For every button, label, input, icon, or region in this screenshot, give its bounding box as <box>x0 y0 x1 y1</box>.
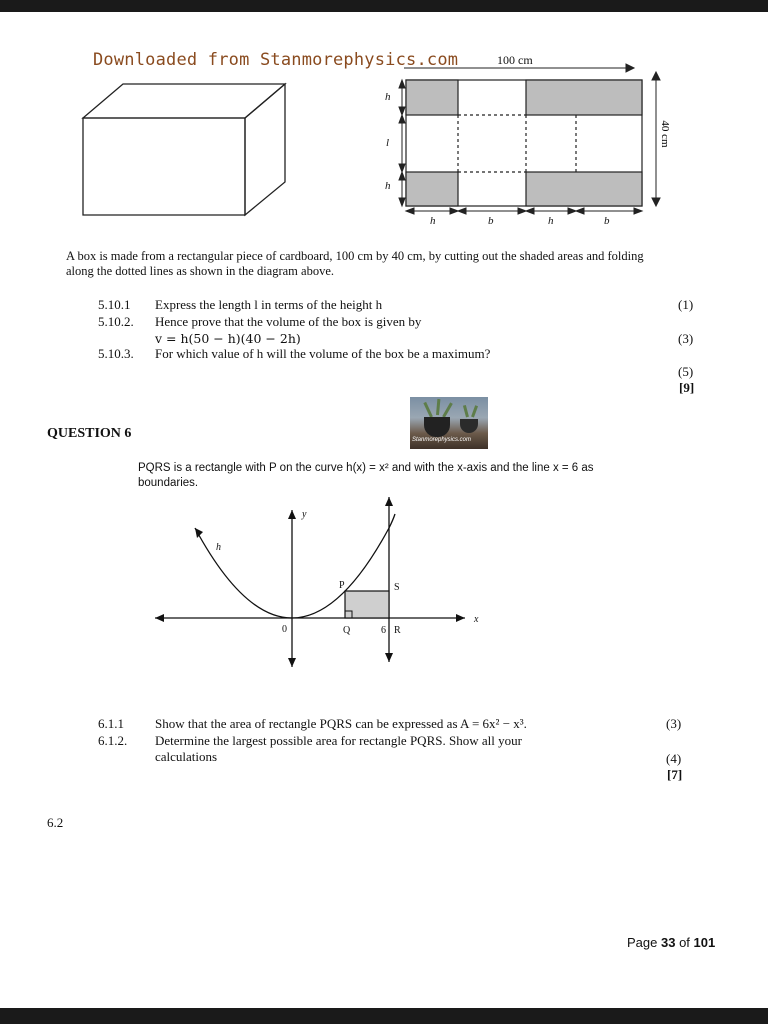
y-axis-label: y <box>302 509 307 520</box>
question6-intro: PQRS is a rectangle with P on the curve h(x) = x² and with the x-axis and the line x = 6 as boundaries. <box>138 462 594 489</box>
watermark: Downloaded from Stanmorephysics.com <box>93 50 459 70</box>
question-title: QUESTION 6 <box>47 426 132 441</box>
total-marks: [7] <box>667 767 683 782</box>
side-label-l: l <box>386 137 390 149</box>
point-s-label: S <box>394 582 400 593</box>
height-label: 40 cm <box>659 120 671 148</box>
bottom-border <box>0 1008 768 1024</box>
bottom-label-h1: h <box>430 215 436 227</box>
photo-caption: Stanmorephysics.com <box>412 437 472 443</box>
point-q-label: Q <box>343 625 351 636</box>
side-label-h2: h <box>385 180 391 192</box>
six-label: 6 <box>381 625 386 636</box>
bottom-label-h2: h <box>548 215 554 227</box>
curve-label: h <box>216 542 221 553</box>
bottom-label-b1: b <box>488 215 494 227</box>
origin-label: 0 <box>282 624 287 635</box>
point-p-label: P <box>339 580 345 591</box>
page-number: Page 33 of 101 <box>627 935 716 950</box>
side-label-h1: h <box>385 91 391 103</box>
total-marks: [9] <box>679 380 695 395</box>
section-number: 6.2 <box>47 815 64 830</box>
bottom-label-b2: b <box>604 215 610 227</box>
problem-text: A box is made from a rectangular piece of cardboard, 100 cm by 40 cm, by cutting out the shaded areas and folding along the dotted lines as shown in the diagram above. <box>66 249 644 278</box>
marks: (5) <box>678 364 694 379</box>
width-label: 100 cm <box>497 53 533 67</box>
point-r-label: R <box>394 625 401 636</box>
x-axis-label: x <box>474 614 479 625</box>
